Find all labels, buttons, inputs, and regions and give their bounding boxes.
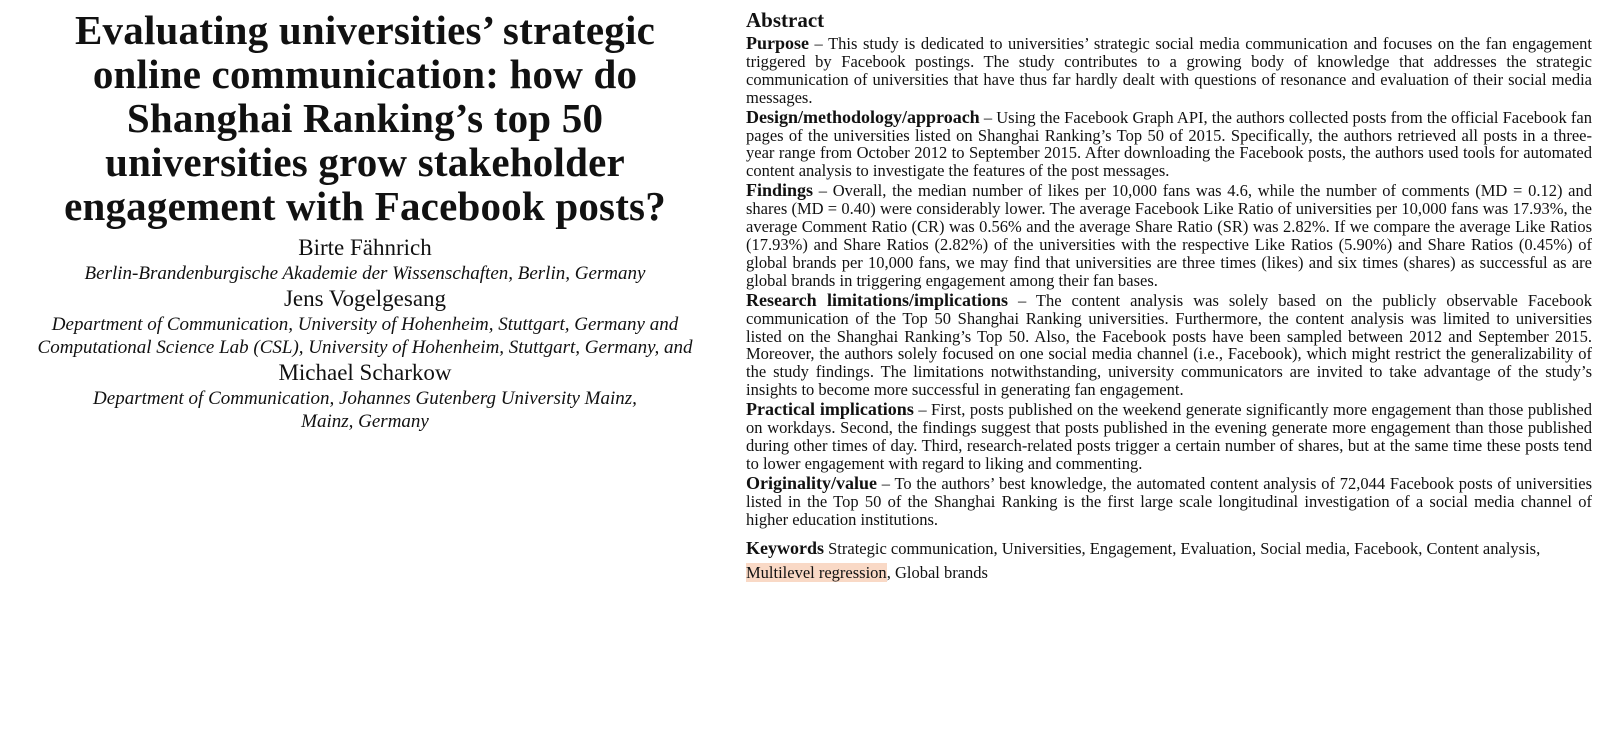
abstract-heading: Abstract — [746, 8, 825, 32]
abstract-section-originality — [746, 472, 1592, 529]
author-affiliation: Department of Communication, Johannes Gutenberg University Mainz, — [93, 388, 637, 409]
title-line: Evaluating universities’ strategic — [75, 7, 655, 53]
author-block — [0, 234, 730, 285]
abstract-block — [746, 8, 1592, 587]
keywords-section — [746, 536, 1592, 585]
section-text: – Using the Facebook Graph API, the authors collected posts from the official Facebook fan pages of the universities listed on Shanghai Ranking’s Top 50 of 2015. Specifically, the authors retrieved all posts in a three-year range from October 2012 to September 2015. After downloading the Facebook posts, the authors used tools for automated content analysis to investigate the features of the post messages. — [746, 107, 1592, 181]
author-affiliation: Berlin-Brandenburgische Akademie der Wissenschaften, Berlin, Germany — [84, 263, 646, 284]
abstract-section-practical — [746, 401, 1592, 473]
author-block — [0, 285, 730, 359]
abstract-section-purpose — [746, 35, 1592, 107]
abstract-section-limitations — [746, 289, 1592, 400]
section-text: – Overall, the median number of likes per 10,000 fans was 4.6, while the number of comments (MD = 0.12) and shares (MD = 0.40) were considerably lower. The average Facebook Like Ratio of universities per 10,000 fans was 17.93%, the average Comment Ratio (CR) was 0.56% and the average Share Ratio (SR) was 2.82%. If we compare the average Like Ratios (17.93%) and Share Ratios (2.82%) of the universities with the respective Like Ratios (5.90%) and Share Ratios (0.45%) of global brands per 10,000 fans, we may find that universities are three times (likes) and six times (shares) as successful as are global brands in triggering engagement among their fan bases. — [746, 181, 1592, 290]
section-label: Findings — [746, 180, 814, 201]
highlighted-keyword: Multilevel regression — [746, 563, 887, 583]
author-affiliation: Computational Science Lab (CSL), University of Hohenheim, Stuttgart, Germany, and — [37, 337, 693, 358]
keywords-text-end: , Global brands — [886, 563, 988, 583]
section-text: – This study is dedicated to universities’ strategic social media communication and focuses on the fan engagement triggered by Facebook postings. The study contributes to a growing body of knowledge that addresses the strategic communication of universities that have thus far hardly dealt with questions of resonance and evaluation of their social media messages. — [746, 34, 1592, 107]
abstract-section-design — [746, 106, 1592, 181]
title-line: Shanghai Ranking’s top 50 — [126, 95, 604, 141]
author-name: Birte Fähnrich — [298, 235, 432, 260]
author-name: Michael Scharkow — [278, 360, 452, 385]
section-text: – To the authors’ best knowledge, the automated content analysis of 72,044 Facebook posts of universities listed in the Top 50 of the Shanghai Ranking is the first large scale longitudinal investigation of a social media channel of higher education institutions. — [746, 473, 1592, 529]
section-label: Research limitations/implications — [746, 289, 1009, 310]
paper-title — [0, 8, 730, 228]
title-line: engagement with Facebook posts? — [64, 183, 666, 229]
section-label: Originality/value — [746, 472, 878, 493]
author-affiliation: Department of Communication, University of Hohenheim, Stuttgart, Germany and — [51, 314, 679, 335]
author-affiliation: Mainz, Germany — [301, 411, 429, 432]
abstract-section-findings — [746, 182, 1592, 289]
section-text: – First, posts published on the weekend generate significantly more engagement than those published on workdays. Second, the findings suggest that posts published in the evening generate more engagement than those published during other times of day. Third, research-related posts trigger a certain number of shares, but at the same time these posts tend to lower engagement with regard to liking and commenting. — [746, 400, 1592, 473]
author-block — [0, 359, 730, 433]
author-name: Jens Vogelgesang — [283, 286, 447, 311]
section-label: Practical implications — [746, 399, 914, 420]
keywords-label: Keywords — [746, 538, 824, 559]
section-label: Design/methodology/approach — [746, 106, 980, 127]
section-text: – The content analysis was solely based on the publicly observable Facebook communication of the Top 50 Shanghai Ranking universities. Furthermore, the content analysis was limited to universities listed on the Shanghai Ranking’s Top 50. Also, the Facebook posts have been sampled between 2012 and September 2015. Moreover, the authors solely focused on one social media channel (i.e., Facebook), which might restrict the generalizability of the study findings. The limitations notwithstanding, university communicators are invited to take advantage of the study’s insights to become more successful in generating fan engagement. — [746, 290, 1592, 400]
title-line: online communication: how do — [92, 51, 638, 97]
section-label: Purpose — [746, 33, 809, 53]
keywords-text: Strategic communication, Universities, Engagement, Evaluation, Social media, Facebook, Content analysis, — [824, 539, 1541, 559]
title-block — [0, 8, 730, 433]
title-line: universities grow stakeholder — [105, 139, 625, 185]
